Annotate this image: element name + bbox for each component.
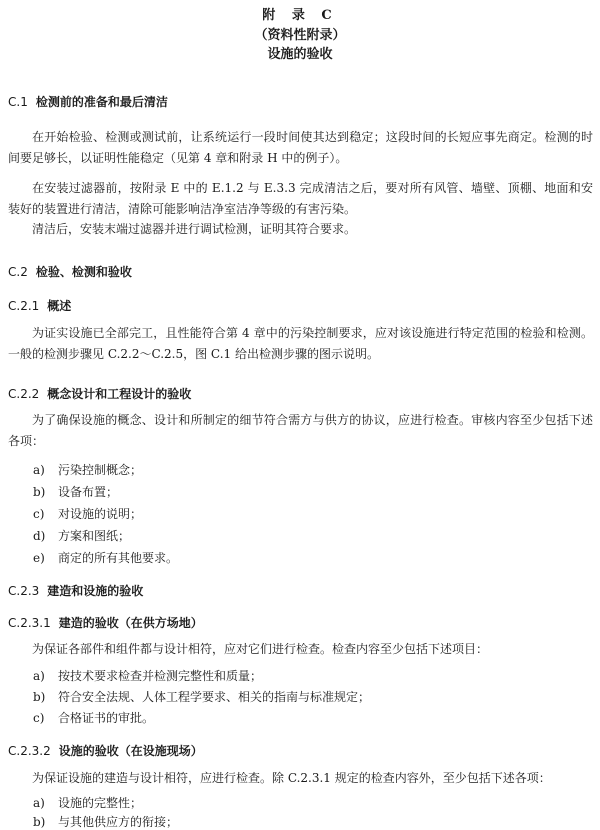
list-marker: a) (33, 669, 45, 683)
section-heading-c2-3-1 (8, 614, 203, 631)
list-text: 与其他供应方的衔接； (58, 815, 179, 829)
list-item (33, 461, 142, 478)
list-item (33, 483, 118, 500)
list-item (33, 549, 178, 566)
annex-type: （资料性附录） (254, 28, 346, 43)
section-heading-c2-3 (8, 582, 143, 599)
list-text: 对设施的说明； (58, 507, 143, 521)
section-number: C.2 (8, 265, 28, 279)
annex-title: 设施的验收 (267, 47, 333, 62)
paragraph: 为保证设施的建造与设计相符，应进行检查。除 C.2.3.1 规定的检查内容外，至少包括下述各项： (32, 771, 551, 785)
section-heading-c2-1 (8, 297, 71, 314)
section-title: 建造和设施的验收 (47, 584, 144, 598)
section-heading-c2-3-2 (8, 742, 203, 759)
section-heading-c2 (8, 263, 132, 280)
list-marker: c) (33, 507, 45, 521)
paragraph: 清洁后，安装末端过滤器并进行调试检测，证明其符合要求。 (32, 222, 357, 236)
list-item (33, 527, 130, 544)
section-title: 建造的验收（在供方场地） (58, 616, 203, 630)
section-title: 检验、检测和验收 (35, 265, 132, 279)
list-item (33, 667, 262, 684)
section-title: 概述 (47, 299, 72, 313)
list-marker: e) (33, 551, 45, 565)
list-text: 合格证书的审批。 (58, 711, 155, 725)
list-item (33, 505, 142, 522)
section-title: 检测前的准备和最后清洁 (35, 95, 168, 109)
list-item (33, 813, 178, 830)
section-heading-c2-2 (8, 385, 191, 402)
paragraph: 为证实设施已全部完工，且性能符合第 4 章中的污染控制要求，应对该设施进行特定范围的检验和检测。一般的检测步骤见 C.2.2～C.2.5，图 C.1 给出检测步骤的图示说明。 (8, 326, 593, 361)
list-item (33, 688, 370, 705)
section-title: 概念设计和工程设计的验收 (47, 387, 192, 401)
section-number: C.2.3.2 (8, 744, 51, 758)
section-number: C.2.3.1 (8, 616, 51, 630)
list-marker: b) (33, 485, 46, 499)
paragraph: 为了确保设施的概念、设计和所制定的细节符合需方与供方的协议，应进行检查。审核内容至少包括下述各项： (8, 413, 593, 448)
list-item (33, 709, 154, 726)
list-marker: b) (33, 690, 46, 704)
paragraph: 为保证各部件和组件都与设计相符，应对它们进行检查。检查内容至少包括下述项目： (32, 642, 489, 656)
list-text: 按技术要求检查并检测完整性和质量； (58, 669, 263, 683)
paragraph: 在安装过滤器前，按附录 E 中的 E.1.2 与 E.3.3 完成清洁之后，要对所有风管、墙壁、顶棚、地面和安装好的装置进行清洁，清除可能影响洁净室洁净等级的有害污染。 (8, 181, 593, 216)
section-heading-c1 (8, 93, 168, 110)
annex-label: 附 录 C (262, 8, 338, 23)
list-marker: a) (33, 796, 45, 810)
list-marker: a) (33, 463, 45, 477)
list-marker: c) (33, 711, 45, 725)
list-text: 方案和图纸； (58, 529, 131, 543)
list-marker: b) (33, 815, 46, 829)
section-number: C.2.2 (8, 387, 40, 401)
list-text: 污染控制概念； (58, 463, 143, 477)
paragraph: 在开始检验、检测或测试前，让系统运行一段时间使其达到稳定；这段时间的长短应事先商定。检测的时间要足够长，以证明性能稳定（见第 4 章和附录 H 中的例子）。 (8, 130, 593, 165)
list-text: 符合安全法规、人体工程学要求、相关的指南与标准规定； (58, 690, 371, 704)
section-number: C.1 (8, 95, 28, 109)
list-text: 设施的完整性； (58, 796, 143, 810)
section-title: 设施的验收（在设施现场） (58, 744, 203, 758)
section-number: C.2.3 (8, 584, 40, 598)
list-marker: d) (33, 529, 46, 543)
list-text: 商定的所有其他要求。 (58, 551, 179, 565)
section-number: C.2.1 (8, 299, 40, 313)
list-text: 设备布置； (58, 485, 119, 499)
list-item (33, 794, 142, 811)
